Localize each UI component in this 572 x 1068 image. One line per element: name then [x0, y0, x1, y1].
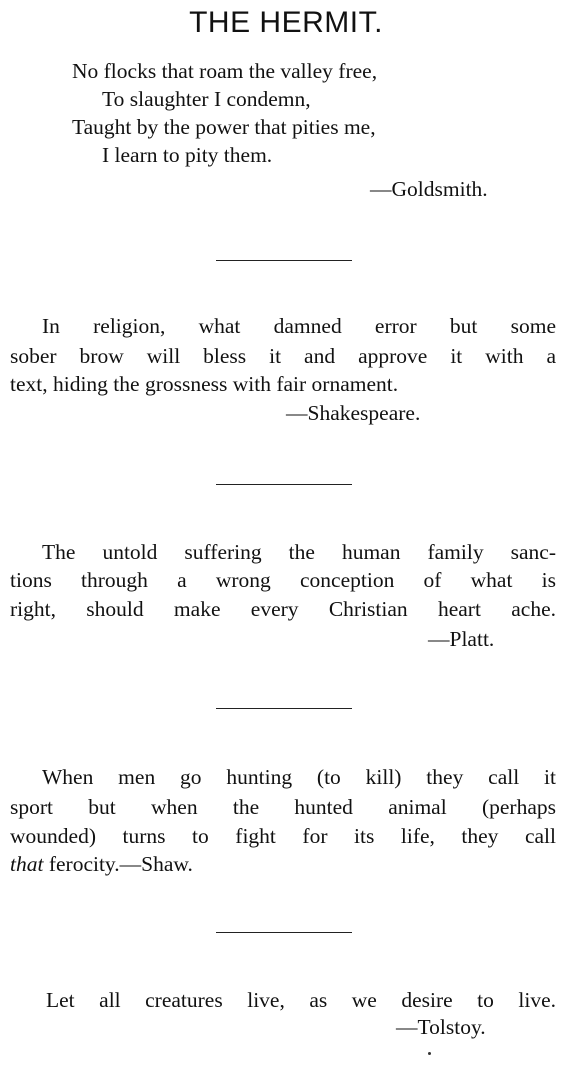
quote-line: sober brow will bless it and approve it with a — [10, 344, 556, 368]
divider — [216, 932, 352, 933]
attribution: —Shakespeare. — [286, 401, 421, 425]
page-title: THE HERMIT. — [189, 6, 383, 39]
quote-line-rest: ferocity. — [43, 852, 120, 876]
quote-line: In religion, what damned error but some — [42, 314, 556, 338]
emphasized-word: that — [10, 852, 44, 876]
divider — [216, 708, 352, 709]
poem-line: Taught by the power that pities me, — [72, 115, 376, 139]
quote-line: wounded) turns to fight for its life, they call — [10, 824, 556, 848]
quote-line: tions through a wrong conception of what is — [10, 568, 556, 592]
attribution: —Tolstoy. — [396, 1015, 486, 1039]
divider — [216, 260, 352, 261]
divider — [216, 484, 352, 485]
attribution: —Goldsmith. — [370, 177, 488, 201]
quote-line: sport but when the hunted animal (perhaps — [10, 795, 556, 819]
poem-line: No flocks that roam the valley free, — [72, 59, 378, 83]
poem-line: To slaughter I condemn, — [102, 87, 311, 111]
attribution: —Platt. — [428, 627, 495, 651]
quote-line: The untold suffering the human family sanc- — [42, 540, 556, 564]
quote-line: right, should make every Christian heart ache. — [10, 597, 556, 621]
poem-line: I learn to pity them. — [102, 143, 273, 167]
quote-line: text, hiding the grossness with fair ornament. — [10, 372, 399, 396]
ink-speck — [428, 1052, 431, 1055]
attribution: —Shaw. — [119, 852, 193, 876]
quote-line: When men go hunting (to kill) they call it — [42, 765, 556, 789]
quote-last-line — [10, 851, 193, 877]
quote-line: Let all creatures live, as we desire to live. — [46, 988, 556, 1012]
